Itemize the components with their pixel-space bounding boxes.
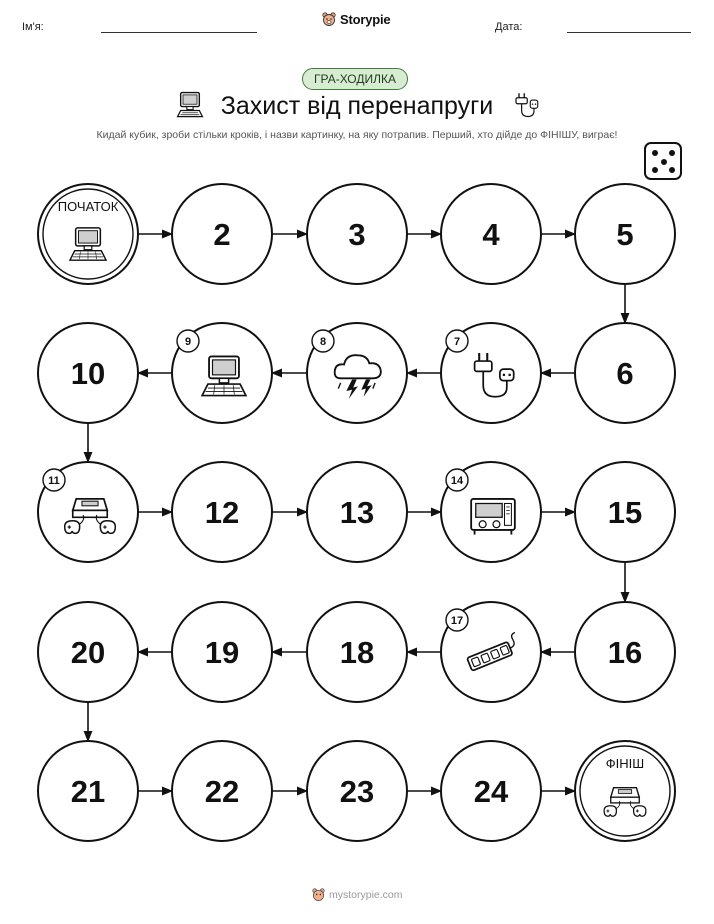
brand-name: Storypie	[340, 12, 391, 27]
cell-number: 3	[348, 217, 366, 252]
board-cell-9	[172, 323, 272, 423]
cell-number: 4	[482, 217, 500, 252]
cell-number: 16	[607, 635, 643, 670]
cell-number: 2	[213, 217, 231, 252]
cell-number: 13	[339, 495, 375, 530]
cell-number: 24	[473, 774, 509, 809]
cell-number: 7	[453, 336, 461, 348]
computer-icon	[70, 228, 106, 260]
board-cell-6	[575, 323, 675, 423]
cell-number: 15	[607, 495, 643, 530]
game-type-badge: ГРА-ХОДИЛКА	[302, 68, 408, 90]
cell-number: 21	[70, 774, 106, 809]
board-cell-19	[172, 602, 272, 702]
cell-number: 14	[450, 475, 464, 487]
cell-number: 19	[204, 635, 240, 670]
cell-number: 6	[616, 356, 634, 391]
board-cell-22	[172, 741, 272, 841]
footer	[312, 888, 403, 902]
bear-icon	[312, 888, 325, 902]
cell-number: 23	[339, 774, 375, 809]
board-cell-7	[441, 323, 541, 423]
cell-number: 5	[616, 217, 634, 252]
board-cell-4	[441, 184, 541, 284]
board-cell-13	[307, 462, 407, 562]
board-cell-14	[441, 462, 541, 562]
instructions-text: Кидай кубик, зроби стільки кроків, і назви картинку, на яку потрапив. Перший, хто дійде до ФІНІШУ, виграє!	[96, 129, 618, 141]
cell-number: 10	[70, 356, 106, 391]
board-cell-5	[575, 184, 675, 284]
computer-icon	[202, 356, 246, 395]
board-cell-18	[307, 602, 407, 702]
cell-number: 18	[339, 635, 375, 670]
page-title: Захист від перенапруги	[220, 92, 494, 120]
board-cell-25	[575, 741, 675, 841]
cell-number: 11	[48, 475, 60, 487]
finish-label: ФІНІШ	[605, 756, 645, 771]
board-cell-21	[38, 741, 138, 841]
start-label: ПОЧАТОК	[57, 199, 119, 214]
board-cell-24	[441, 741, 541, 841]
cell-number: 12	[204, 495, 240, 530]
board-cell-10	[38, 323, 138, 423]
board-cell-2	[172, 184, 272, 284]
board-cell-23	[307, 741, 407, 841]
microwave-icon	[471, 499, 515, 535]
cell-number: 9	[184, 336, 192, 348]
board-cell-17	[441, 602, 541, 702]
board-cell-1	[38, 184, 138, 284]
cell-number: 17	[450, 615, 464, 627]
date-label: Дата:	[495, 21, 523, 33]
board-cell-12	[172, 462, 272, 562]
board-cell-16	[575, 602, 675, 702]
board-cell-3	[307, 184, 407, 284]
board-cell-11	[38, 462, 138, 562]
name-label: Ім'я:	[22, 21, 44, 33]
board-cell-15	[575, 462, 675, 562]
board-cell-20	[38, 602, 138, 702]
cell-number: 8	[319, 336, 327, 348]
cell-number: 22	[204, 774, 240, 809]
board-cell-8	[307, 323, 407, 423]
cell-number: 20	[70, 635, 106, 670]
footer-url: mystorypie.com	[329, 889, 403, 901]
